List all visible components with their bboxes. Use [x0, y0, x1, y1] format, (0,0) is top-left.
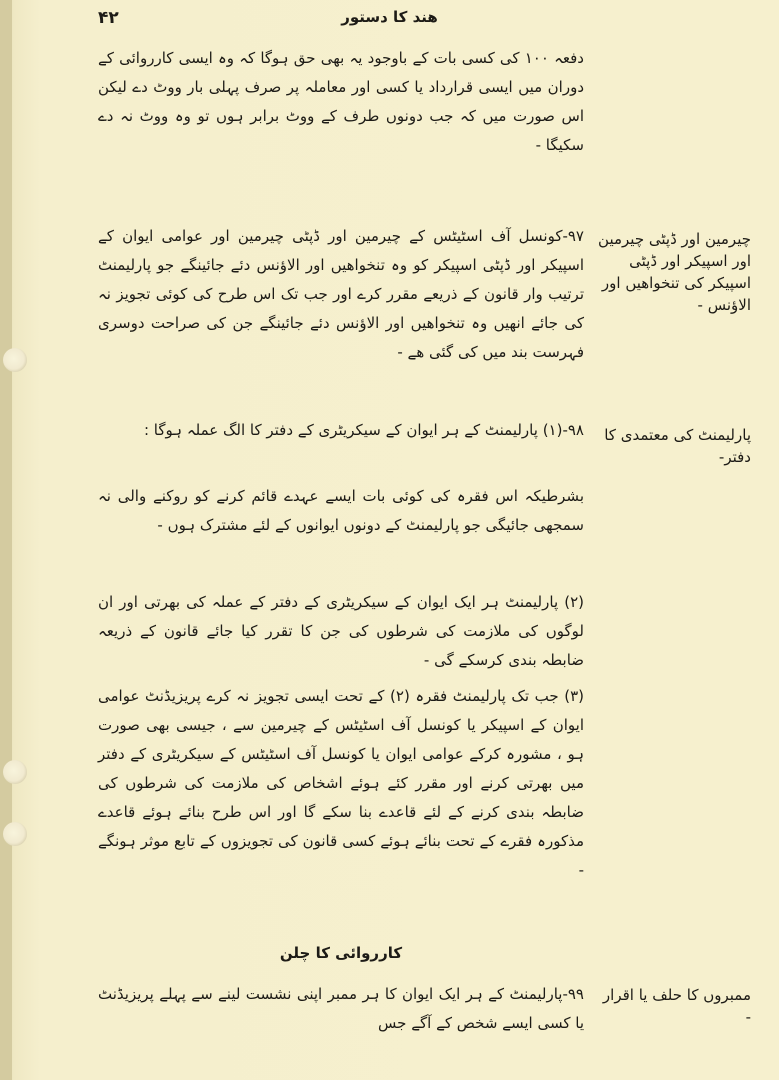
punch-hole — [3, 348, 27, 372]
section-heading: کارروائی کا چلن — [279, 944, 403, 962]
punch-hole — [3, 760, 27, 784]
paragraph-continuation: دفعہ ۱۰۰ کی کسی بات کے باوجود یہ بھی حق ہوگا کہ وہ ایسی کارروائی کے دوران میں ایسی قرارداد یا کسی اور معاملہ پر صرف پہلی بار ووٹ دے لیکن اس صورت میں کہ جب دونوں طرف کے ووٹ برابر ہوں تو وہ ووٹ نہ دے سکیگا - — [98, 49, 584, 154]
punch-hole — [3, 822, 27, 846]
section-98-1: ۹۸-(۱) پارلیمنٹ کے ہر ایوان کے سیکریٹری کے دفتر کا الگ عملہ ہوگا : — [143, 421, 584, 439]
section-98-2: (۲) پارلیمنٹ ہر ایک ایوان کے سیکریٹری کے دفتر کے عملہ کی بھرتی اور ان لوگوں کی ملازمت کی شرطوں کی جن کا تقرر کیا جائے قانون کے ذریعہ ضابطہ بندی کرسکے گی - — [98, 593, 584, 669]
running-title: ھند کا دستور — [341, 8, 438, 26]
page-header — [30, 6, 749, 30]
page-number: ۴۲ — [98, 8, 119, 28]
margin-note-98: پارلیمنٹ کی معتمدی کا دفتر- — [604, 426, 751, 466]
margin-note-97: چیرمین اور ڈپٹی چیرمین اور اسپیکر اور ڈپٹی اسپیکر کی تنخواھیں اور الاؤنس - — [598, 230, 751, 314]
section-97: ۹۷-کونسل آف اسٹیٹس کے چیرمین اور ڈپٹی چیرمین اور عوامی ایوان کے اسپیکر اور ڈپٹی اسپیکر کو وہ تنخواھیں اور الاؤنس دئے جائینگے جو پارلیمنٹ ترتیب وار قانون کے ذریعے مقرر کرے اور جب تک اس طرح کی کوئی تجویز نہ کی جائے انھیں وہ تنخواھیں اور الاؤنس دئے جائینگے جن کی صراحت دوسری فہرست بند میں کی گئی ھے - — [98, 227, 584, 361]
section-99: ۹۹-پارلیمنٹ کے ہر ایک ایوان کا ہر ممبر اپنی نشست لینے سے پہلے پریزیڈنٹ یا کسی ایسے شخص کے آگے جس — [98, 985, 584, 1032]
section-98-3: (۳) جب تک پارلیمنٹ فقرہ (۲) کے تحت ایسی تجویز نہ کرے پریزیڈنٹ عوامی ایوان کے اسپیکر یا کونسل آف اسٹیٹس کے چیرمین سے ، جیسی بھی صورت ہو ، مشورہ کرکے عوامی ایوان یا کونسل آف اسٹیٹس کے سیکریٹری کے دفتر میں بھرتی کرنے اور مقرر کئے ہوئے اشخاص کی ملازمت کی شرطوں کی ضابطہ بندی کرنے کے لئے قاعدے بنا سکے گا اور اس طرح بنائے ہوئے قاعدے مذکورہ فقرے کے تحت بنائے ہوئے کسی قانون کی تجویزوں کے تابع موثر ہونگے - — [98, 687, 584, 879]
margin-note-99: ممبروں کا حلف یا اقرار - — [602, 986, 751, 1026]
binding-edge — [0, 0, 12, 1080]
section-98-proviso: بشرطیکہ اس فقرہ کی کوئی بات ایسے عہدے قائم کرنے کو روکنے والی نہ سمجھی جائیگی جو پارلیمنٹ کے دونوں ایوانوں کے لئے مشترک ہوں - — [98, 487, 584, 534]
